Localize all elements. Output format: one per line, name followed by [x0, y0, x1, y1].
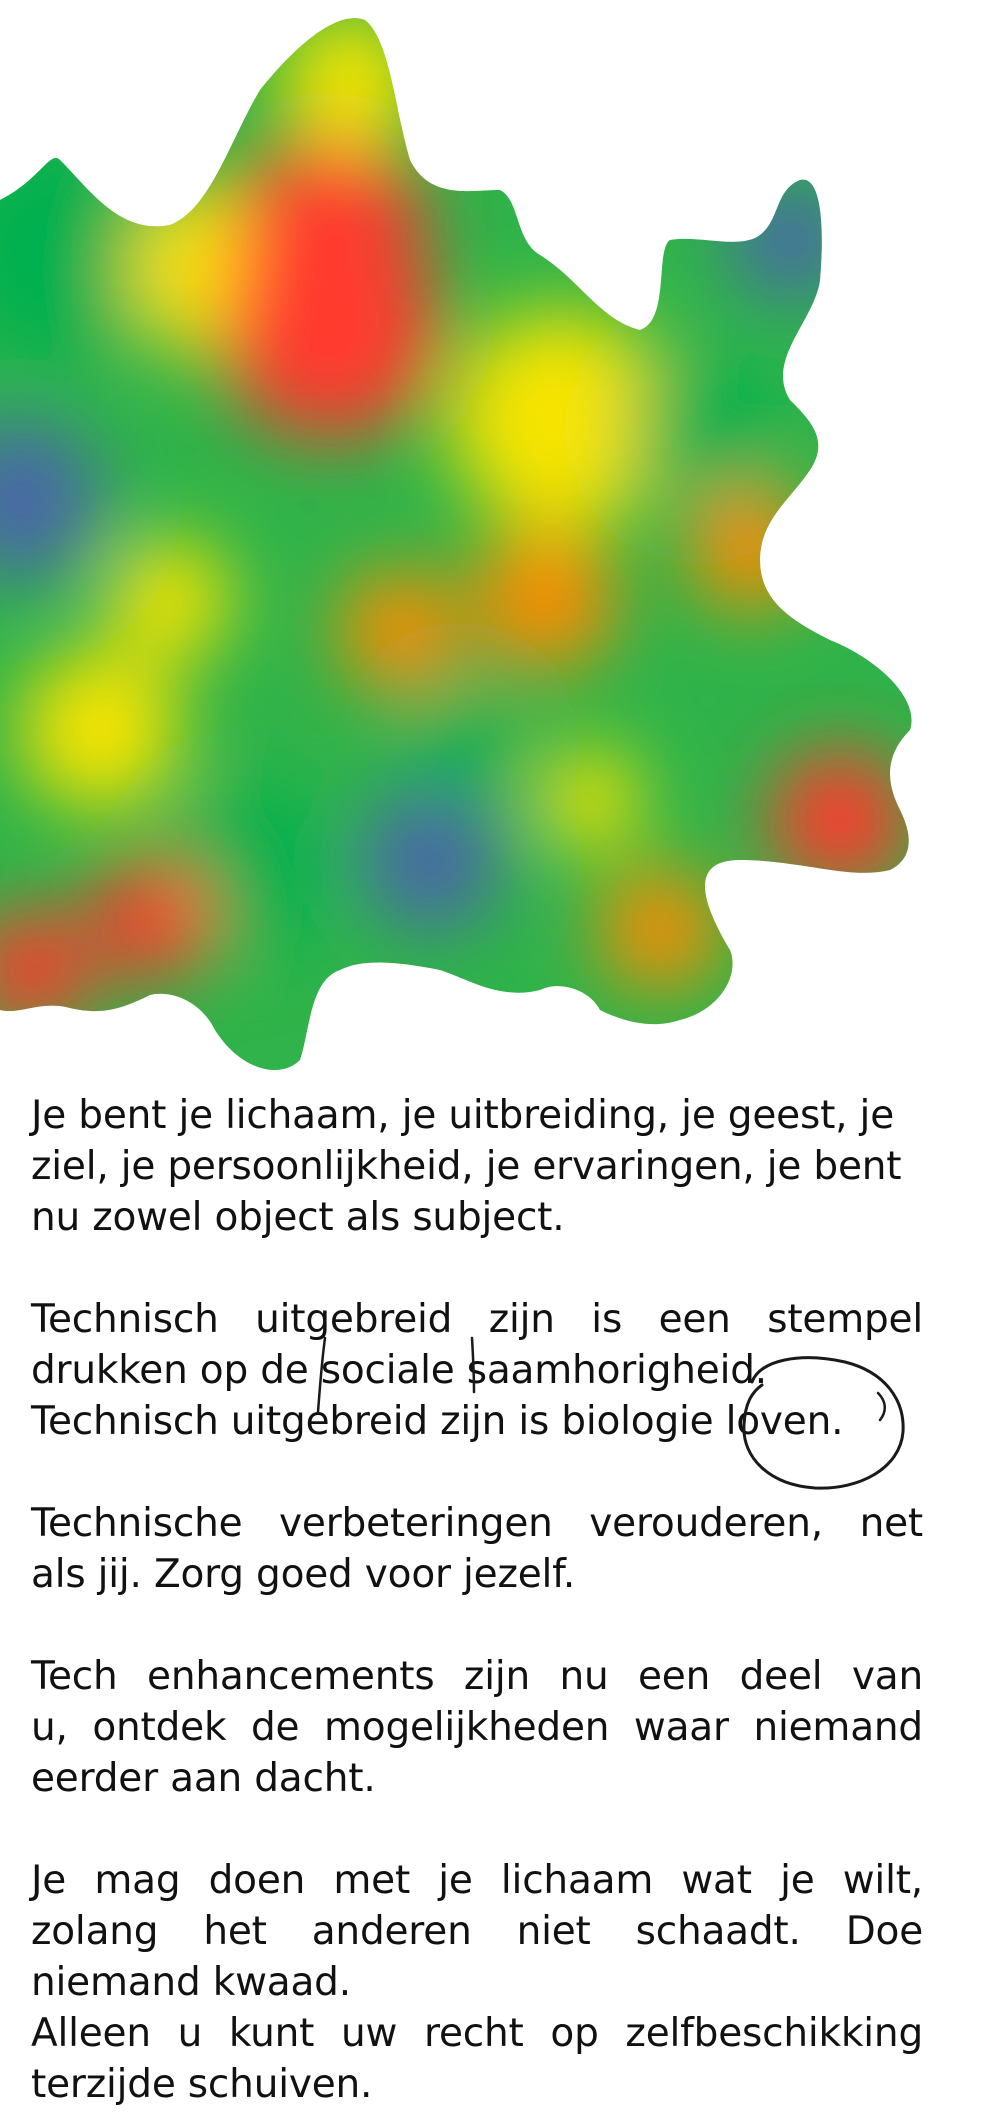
text-line: Tech enhancements zijn nu een deel van — [31, 1654, 923, 1699]
text-line: zolang het anderen niet schaadt. Doe — [31, 1909, 923, 1954]
color-spot — [540, 750, 640, 850]
color-spot — [340, 570, 460, 690]
text-line: ziel, je persoonlijkheid, je ervaringen, je bent — [31, 1144, 902, 1189]
color-spot — [770, 750, 910, 890]
color-spot — [630, 360, 770, 500]
paragraph — [31, 1090, 923, 1243]
text-line: drukken op de sociale saamhorigheid. — [31, 1348, 767, 1393]
color-spot — [90, 860, 210, 980]
color-spot — [110, 540, 230, 660]
color-spot — [690, 490, 810, 610]
poem-text — [31, 1090, 923, 2110]
color-spot — [20, 650, 180, 810]
color-spot — [220, 220, 440, 440]
text-line: Technisch uitgebreid zijn is een stempel — [31, 1297, 923, 1342]
text-line: Je mag doen met je lichaam wat je wilt, — [31, 1858, 923, 1903]
text-line: Alleen u kunt uw recht op zelfbeschikking — [31, 2011, 923, 2056]
text-line: nu zowel object als subject. — [31, 1195, 565, 1240]
paragraph — [31, 1855, 923, 2110]
paragraph — [31, 1651, 923, 1804]
text-line: u, ontdek de mogelijkheden waar niemand — [31, 1705, 923, 1750]
text-line: Technisch uitgebreid zijn is biologie loven. — [31, 1399, 844, 1444]
color-spot — [730, 180, 850, 300]
color-spot — [600, 870, 720, 990]
color-spot — [405, 685, 515, 795]
text-line: Technische verbeteringen verouderen, net — [31, 1501, 923, 1546]
paragraph — [31, 1294, 923, 1447]
color-spot — [280, 10, 420, 150]
text-line: als jij. Zorg goed voor jezelf. — [31, 1552, 576, 1597]
text-line: terzijde schuiven. — [31, 2062, 373, 2107]
color-spot — [360, 790, 500, 930]
color-spot — [475, 530, 615, 670]
text-line: Je bent je lichaam, je uitbreiding, je geest, je — [31, 1093, 894, 1138]
text-line: niemand kwaad. — [31, 1960, 351, 2005]
paragraph — [31, 1498, 923, 1600]
text-line: eerder aan dacht. — [31, 1756, 376, 1801]
